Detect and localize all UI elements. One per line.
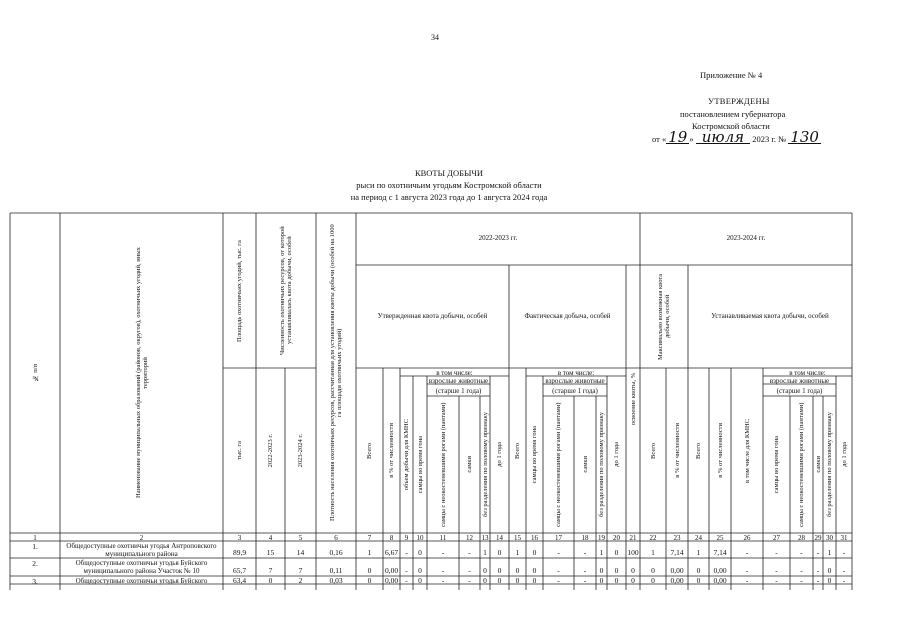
table-cell: 0 <box>631 566 635 575</box>
handwritten-month: июля <box>696 131 750 144</box>
table-cell: 0,11 <box>329 566 343 575</box>
table-cell: - <box>800 576 803 585</box>
table-cell: 0,00 <box>713 566 727 575</box>
table-cell: 1 <box>515 548 520 557</box>
document-subtitle: рыси по охотничьим угодьям Костромской области <box>356 180 542 190</box>
table-cell: - <box>441 566 445 575</box>
column-number: 19 <box>598 534 605 542</box>
table-cell: - <box>816 576 820 585</box>
header-males-rut-actual: самцы во время гона <box>531 425 538 484</box>
table-cell: 0,00 <box>384 566 399 575</box>
header-max-quota: Максимально возможная квота добычи, особей <box>657 273 671 360</box>
header-adults-set: взрослые животные <box>769 377 830 385</box>
table-cell: 7 <box>268 566 273 575</box>
table-cell: 0 <box>483 576 487 585</box>
column-number: 8 <box>389 534 394 542</box>
table-cell: - <box>557 548 560 557</box>
table-cell: 0 <box>532 548 537 557</box>
table-cell: 1 <box>827 548 832 557</box>
table-cell: - <box>583 576 587 585</box>
header-nosex-approved: без разделения по половому признаку <box>481 412 489 517</box>
table-cell: 0 <box>599 576 604 585</box>
document-period: на период с 1 августа 2023 года до 1 августа 2024 года <box>350 192 548 202</box>
header-adults-actual: взрослые животные <box>545 377 605 385</box>
header-area: Площадь охотничьих угодий, тыс. га <box>236 239 243 342</box>
header-under1-approved: до 1 года <box>496 442 503 467</box>
column-number: 24 <box>695 534 702 542</box>
table-cell: - <box>468 566 471 575</box>
table-cell: - <box>441 548 445 557</box>
table-cell: - <box>583 566 587 575</box>
column-number: 27 <box>773 534 780 542</box>
table-cell: - <box>405 548 408 557</box>
header-males-antlers-set: самцы с неокостеневшими рогами (пантами) <box>798 402 805 527</box>
column-number: 21 <box>629 534 637 542</box>
row-name: Общедоступные охотничьи угодья Буйского <box>75 577 208 585</box>
header-adults-age-actual: (старше 1 года) <box>552 387 598 395</box>
column-number: 17 <box>555 534 562 542</box>
header-no: № п/п <box>31 364 39 382</box>
table-cell: - <box>816 566 820 575</box>
header-males-rut-approved: самцы во время гона <box>416 435 424 494</box>
table-cell: 0 <box>827 576 832 585</box>
table-cell: 0 <box>515 576 520 585</box>
column-number: 20 <box>613 534 620 542</box>
column-number: 28 <box>798 534 805 542</box>
row-number: 1. <box>32 542 38 551</box>
column-number: 16 <box>531 534 538 542</box>
header-males-rut-set: самцы во время гона <box>773 435 780 494</box>
header-pct-approved: в % от численности <box>388 423 395 478</box>
column-number: 13 <box>481 534 489 542</box>
decree-date-line <box>652 128 821 146</box>
table-cell: 100 <box>627 548 639 557</box>
handwritten-day: 19 <box>668 128 688 146</box>
row-number: 2. <box>32 559 38 568</box>
table-cell: 2 <box>298 576 303 585</box>
header-density: Плотность населения охотничьих ресурсов, рассчитанная для установления квоты добычи (особей на 1000 га площади охотничьих угодий) <box>329 224 343 522</box>
table-cell: 0,00 <box>713 576 727 585</box>
table-cell: 0 <box>599 566 604 575</box>
column-number: 29 <box>814 534 822 542</box>
decree-line-1: постановлением губернатора <box>680 109 786 119</box>
table-cell: 1 <box>367 548 372 557</box>
header-nosex-actual: без разделения по половому признаку <box>598 412 605 517</box>
column-number: 11 <box>439 534 447 542</box>
header-year-2023: 2023-2024 г. <box>297 433 304 468</box>
header-total-actual: Всего <box>514 442 521 459</box>
column-number: 12 <box>466 534 473 542</box>
table-cell: 0 <box>651 566 655 575</box>
column-number: 14 <box>496 534 503 542</box>
column-number: 7 <box>367 534 372 542</box>
column-number: 25 <box>716 534 724 542</box>
header-set-quota: Устанавливаемая квота добычи, особей <box>711 312 829 320</box>
header-municipality: Наименование муниципальных образований (районов, округов), охотничьих угодий, иных территорий <box>134 247 149 499</box>
table-cell: 0 <box>696 566 701 575</box>
table-cell: 0 <box>532 576 537 585</box>
table-cell: 7 <box>298 566 303 575</box>
table-cell: 0,03 <box>329 576 343 585</box>
row-number: 3. <box>32 577 38 586</box>
column-number: 18 <box>581 534 589 542</box>
header-males-antlers-actual: самцы с неокостеневшими рогами (пантами) <box>555 402 562 527</box>
page-number: 34 <box>431 33 439 42</box>
table-cell: - <box>842 576 846 585</box>
table-cell: - <box>775 576 778 585</box>
table-cell: - <box>745 548 749 557</box>
header-adults-approved: взрослые животные <box>428 377 489 385</box>
table-cell: 0 <box>827 566 832 575</box>
date-year: 2023 г. № <box>752 134 787 144</box>
table-cell: 0 <box>614 548 619 557</box>
column-number: 5 <box>298 534 303 542</box>
appendix-label: Приложение № 4 <box>700 70 763 80</box>
header-females-approved: самки <box>466 456 473 473</box>
header-adults-age-approved: (старше 1 года) <box>435 387 482 395</box>
table-cell: 0,00 <box>384 576 399 585</box>
table-cell: 0,16 <box>329 548 343 557</box>
table-cell: 15 <box>266 548 275 557</box>
table-cell: 6,67 <box>384 548 399 557</box>
header-tha: тыс. га <box>236 441 243 460</box>
table-cell: 7,14 <box>713 548 727 557</box>
row-name: Общедоступные охотничьи угодья Антроповского муниципального района <box>66 542 217 558</box>
column-number: 23 <box>673 534 681 542</box>
document-title: КВОТЫ ДОБЫЧИ <box>414 168 484 178</box>
table-cell: 0 <box>497 566 502 575</box>
header-total-approved: Всего <box>366 442 373 459</box>
column-number: 2 <box>139 534 144 542</box>
table-cell: 0 <box>631 576 635 585</box>
table-cell: - <box>557 576 560 585</box>
header-utilization: освоение квоты, % <box>629 372 637 426</box>
table-cell: 14 <box>296 548 305 557</box>
table-cell: 0 <box>418 548 422 557</box>
header-period-2023: 2023-2024 гг. <box>726 234 766 242</box>
table-cell: 0 <box>497 548 502 557</box>
table-cell: - <box>745 566 749 575</box>
header-total-max: Всего <box>649 442 657 459</box>
header-under1-actual: до 1 года <box>613 442 620 467</box>
header-period-2022: 2022-2023 гг. <box>478 234 518 242</box>
table-cell: - <box>775 566 778 575</box>
column-number: 4 <box>268 534 273 542</box>
header-of-which-approved: в том числе: <box>436 369 473 377</box>
table-cell: - <box>842 566 846 575</box>
date-mid: » <box>689 134 694 144</box>
header-males-antlers-approved: самцы с неокостеневшими рогами (пантами) <box>439 402 447 527</box>
table-cell: 0 <box>696 576 701 585</box>
table-cell: 1 <box>651 548 655 557</box>
column-number: 1 <box>33 534 37 542</box>
table-cell: - <box>468 576 471 585</box>
header-actual-harvest: Фактическая добыча, особей <box>524 312 611 320</box>
table-cell: - <box>800 566 803 575</box>
header-kmns-approved: объем добычи для КМНС <box>403 418 410 491</box>
table-cell: 0 <box>614 566 619 575</box>
table-cell: 0 <box>483 566 487 575</box>
header-nosex-set: без разделения по половому признаку <box>826 412 833 517</box>
header-of-which-set: в том числе: <box>789 369 826 377</box>
header-approved-quota: Утвержденная квота добычи, особей <box>377 312 488 320</box>
header-pct-set: в % от численности <box>716 423 724 478</box>
table-cell: - <box>583 548 587 557</box>
column-number: 10 <box>416 534 424 542</box>
column-number: 31 <box>840 534 848 542</box>
table-cell: - <box>405 566 408 575</box>
header-year-2022: 2022-2023 г. <box>267 433 274 468</box>
table-cell: 1 <box>599 548 604 557</box>
table-cell: 0 <box>418 566 422 575</box>
table-cell: 0 <box>367 566 372 575</box>
column-number: 22 <box>649 534 657 542</box>
column-number: 30 <box>826 534 833 542</box>
header-females-actual: самки <box>581 456 589 473</box>
date-prefix: от « <box>652 134 667 144</box>
table-cell: 0 <box>497 576 502 585</box>
table-cell: 1 <box>483 548 487 557</box>
table-cell: - <box>842 548 846 557</box>
column-number: 15 <box>514 534 521 542</box>
table-cell: 0 <box>614 576 619 585</box>
table-cell: - <box>800 548 803 557</box>
table-cell: - <box>775 548 778 557</box>
table-cell: - <box>405 576 408 585</box>
table-cell: 0 <box>532 566 537 575</box>
table-cell: 0 <box>367 576 372 585</box>
column-number: 9 <box>404 534 409 542</box>
table-cell: 0 <box>515 566 520 575</box>
table-cell: - <box>745 576 749 585</box>
column-number: 6 <box>334 534 338 542</box>
header-under1-set: до 1 года <box>840 442 848 467</box>
table-cell: 0 <box>418 576 422 585</box>
table-cell: - <box>816 548 820 557</box>
table-cell: 7,14 <box>670 548 684 557</box>
table-cell: 0,00 <box>670 576 684 585</box>
handwritten-number: 130 <box>790 128 819 146</box>
approved-label: УТВЕРЖДЕНЫ <box>708 96 770 106</box>
table-cell: 0 <box>651 576 655 585</box>
header-females-set: самки <box>814 456 822 473</box>
table-cell: 0,00 <box>670 566 684 575</box>
column-number: 26 <box>743 534 751 542</box>
table-cell: - <box>468 548 471 557</box>
table-cell: - <box>441 576 445 585</box>
table-cell: 65,7 <box>232 566 247 575</box>
table-cell: - <box>557 566 560 575</box>
table-cell: 1 <box>696 548 701 557</box>
header-kmns-set: в том числе для КМНС <box>743 418 751 483</box>
header-total-set: Всего <box>695 442 702 459</box>
header-abundance: Численность охотничьих ресурсов, от которой устанавливалась квота добычи, особей <box>279 226 293 355</box>
header-pct-max: в % от численности <box>673 423 681 478</box>
decree-line-2: Костромской области <box>692 121 770 131</box>
header-of-which-actual: в том числе: <box>557 369 595 377</box>
table-cell: 63,4 <box>232 576 247 585</box>
table-cell: 0 <box>268 576 273 585</box>
header-adults-age-set: (старше 1 года) <box>776 387 823 395</box>
table-cell: 89,9 <box>232 548 247 557</box>
row-name: Общедоступные охотничьи угодья Буйского муниципального района Участок № 10 <box>75 559 208 575</box>
column-number: 3 <box>237 534 242 542</box>
